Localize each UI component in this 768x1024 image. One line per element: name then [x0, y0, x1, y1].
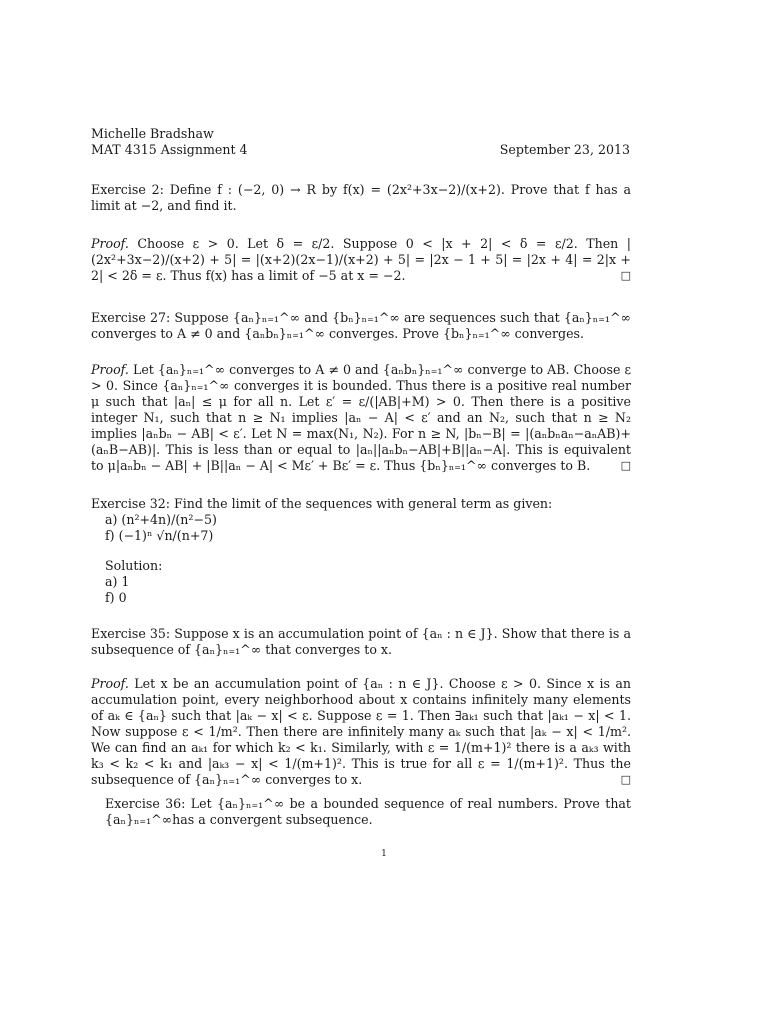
exercise-2 — [91, 182, 631, 214]
proof-label: Proof. — [91, 236, 129, 251]
proof-text — [91, 362, 631, 474]
sequence-item-a: a) (n²+4n)/(n²−5) — [105, 512, 217, 527]
qed-symbol: □ — [620, 773, 631, 786]
proof-text — [91, 236, 631, 284]
exercise-statement: Exercise 36: Let {aₙ}ₙ₌₁^∞ be a bounded sequence of real numbers. Prove that {aₙ}ₙ₌₁^∞has a convergent subsequence. — [105, 796, 631, 827]
proof-text — [91, 676, 631, 788]
solution-a: a) 1 — [105, 574, 130, 589]
exercise-35-proof — [91, 676, 631, 788]
sequence-item-f: f) (−1)ⁿ √n/(n+7) — [105, 528, 214, 543]
proof-label: Proof. — [91, 676, 129, 691]
exercise-36 — [91, 796, 631, 828]
proof-body: Let {aₙ}ₙ₌₁^∞ converges to A ≠ 0 and {aₙbₙ}ₙ₌₁^∞ converge to AB. Choose ε > 0. Since {aₙ}ₙ₌₁^∞ converges it is bounded. Thus there is a positive real number μ such that |aₙ| ≤ μ for all n. Let ε′ = ε/(|AB|+M) > 0. Then there is a positive integer N₁, such that n ≥ N₁ implies |aₙ − A| < ε′ and an N₂, such that n ≥ N₂ implies |aₙbₙ − AB| < ε′. Let N = max(N₁, N₂). For n ≥ N, |bₙ−B| = |(aₙbₙaₙ−aₙAB)+(aₙB−AB)|. This is less than or equal to |aₙ||aₙbₙ−AB|+B||aₙ−A|. This is equivalent to μ|aₙbₙ − AB| + |B||aₙ − A| < Mε′ + Bε′ = ε. Thus {bₙ}ₙ₌₁^∞ converges to B. — [91, 362, 631, 473]
qed-symbol: □ — [620, 269, 631, 282]
exercise-2-proof — [91, 236, 631, 284]
solution-label: Solution: — [105, 558, 163, 573]
author-name: Michelle Bradshaw — [91, 126, 214, 141]
page-number: 1 — [381, 849, 387, 859]
exercise-27 — [91, 310, 631, 342]
solution-f: f) 0 — [105, 590, 127, 605]
exercise-32 — [91, 496, 631, 606]
proof-body: Let x be an accumulation point of {aₙ : n ∈ J}. Choose ε > 0. Since x is an accumulation point, every neighborhood about x contains infinitely many elements of aₖ ∈ {aₙ} such that |aₖ − x| < ε. Suppose ε = 1. Then ∃aₖ₁ such that |aₖ₁ − x| < 1. Now suppose ε < 1/m². Then there are infinitely many aₖ such that |aₖ − x| < 1/m². We can find an aₖ₁ for which k₂ < k₁. Similarly, with ε = 1/(m+1)² there is a aₖ₃ with k₃ < k₂ < k₁ and |aₖ₃ − x| < 1/(m+1)². This is true for all ε = 1/(m+1)². Thus the subsequence of {aₙ}ₙ₌₁^∞ converges to x. — [91, 676, 631, 787]
proof-body: Choose ε > 0. Let δ = ε/2. Suppose 0 < |x + 2| < δ = ε/2. Then |(2x²+3x−2)/(x+2) + 5| = |(x+2)(2x−1)/(x+2) + 5| = |2x − 1 + 5| = |2x + 4| = 2|x + 2| < 2δ = ε. Thus f(x) has a limit of −5 at x = −2. — [91, 236, 631, 283]
course-title: MAT 4315 Assignment 4 — [91, 142, 248, 157]
proof-label: Proof. — [91, 362, 129, 377]
exercise-statement: Exercise 2: Define f : (−2, 0) → R by f(x) = (2x²+3x−2)/(x+2). Prove that f has a limit at −2, and find it. — [91, 182, 631, 213]
assignment-date: September 23, 2013 — [499, 142, 630, 157]
exercise-statement: Exercise 35: Suppose x is an accumulation point of {aₙ : n ∈ J}. Show that there is a subsequence of {aₙ}ₙ₌₁^∞ that converges to x. — [91, 626, 631, 657]
qed-symbol: □ — [620, 459, 631, 472]
exercise-statement: Exercise 27: Suppose {aₙ}ₙ₌₁^∞ and {bₙ}ₙ₌₁^∞ are sequences such that {aₙ}ₙ₌₁^∞ converges to A ≠ 0 and {aₙbₙ}ₙ₌₁^∞ converges. Prove {bₙ}ₙ₌₁^∞ converges. — [91, 310, 631, 341]
exercise-35 — [91, 626, 631, 658]
exercise-statement: Exercise 32: Find the limit of the sequences with general term as given: — [91, 496, 553, 511]
exercise-27-proof — [91, 362, 631, 474]
